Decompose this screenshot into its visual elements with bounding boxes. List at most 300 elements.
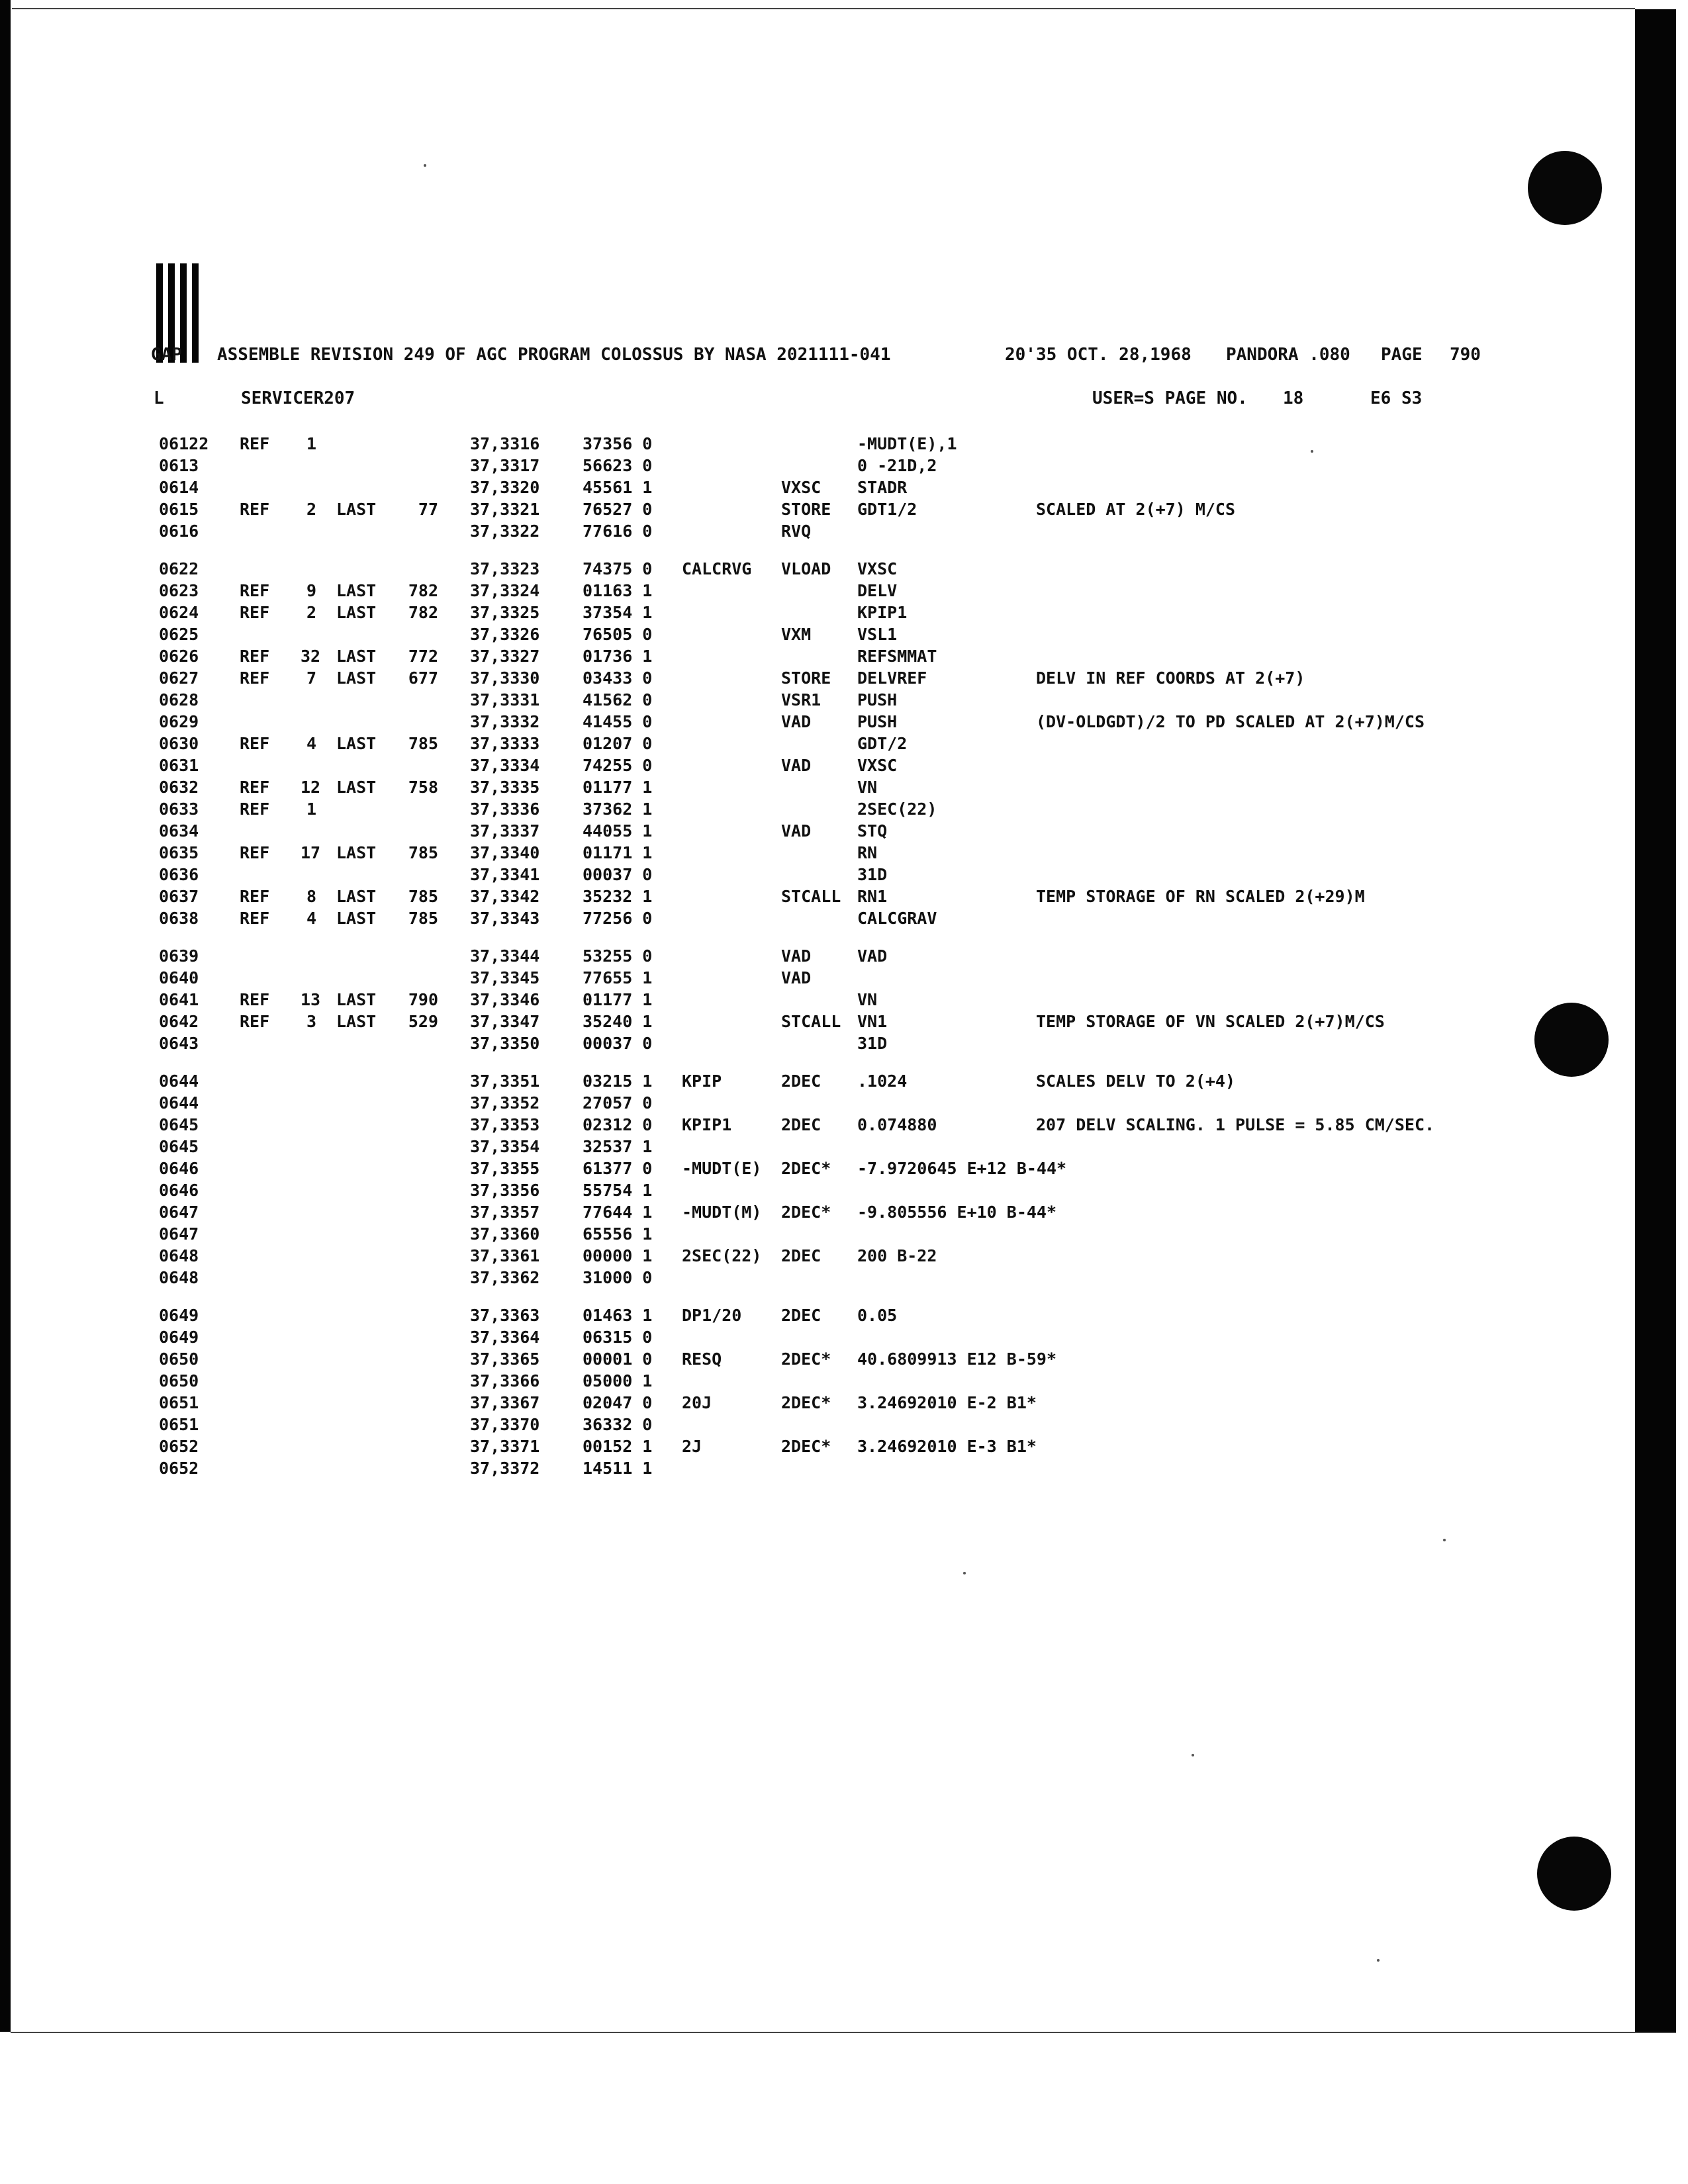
listing-row <box>159 778 1549 797</box>
comment: (DV-OLDGDT)/2 TO PD SCALED AT 2(+7)M/CS <box>1036 712 1425 731</box>
address: 37,3345 <box>470 968 540 987</box>
address: 37,3365 <box>470 1349 540 1369</box>
operand: 2SEC(22) <box>857 799 937 819</box>
ref-count: 2 <box>306 500 316 519</box>
ref-flag: REF <box>240 909 270 928</box>
listing-row <box>159 603 1549 623</box>
listing-row <box>159 500 1549 520</box>
listing-row <box>159 968 1549 988</box>
octal-word: 01177 1 <box>583 778 653 797</box>
operand: .1024 <box>857 1071 908 1091</box>
listing-row <box>159 1437 1549 1457</box>
dust-speck <box>1443 1539 1446 1541</box>
ref-flag: REF <box>240 603 270 622</box>
opcode: 2DEC <box>781 1246 821 1265</box>
listing-row <box>159 1012 1549 1032</box>
address: 37,3325 <box>470 603 540 622</box>
ref-flag: REF <box>240 990 270 1009</box>
listing-row <box>159 821 1549 841</box>
last-flag: LAST <box>336 909 377 928</box>
line-number: 0641 <box>159 990 199 1009</box>
last-page: 785 <box>408 843 438 862</box>
line-number: 0647 <box>159 1203 199 1222</box>
operand: DELVREF <box>857 668 927 688</box>
ref-flag: REF <box>240 500 270 519</box>
ref-count: 17 <box>301 843 321 862</box>
octal-word: 53255 0 <box>583 946 653 966</box>
ref-flag: REF <box>240 734 270 753</box>
line-number: 06122 <box>159 434 209 453</box>
operand: VN1 <box>857 1012 888 1031</box>
octal-word: 55754 1 <box>583 1181 653 1200</box>
ref-count: 4 <box>306 909 316 928</box>
last-page: 790 <box>408 990 438 1009</box>
operand: VXSC <box>857 756 898 775</box>
row2-left: L <box>154 388 164 408</box>
opcode: VAD <box>781 946 812 966</box>
octal-word: 02312 0 <box>583 1115 653 1134</box>
operand: 0 -21D,2 <box>857 456 937 475</box>
octal-word: 77616 0 <box>583 522 653 541</box>
listing-row <box>159 478 1549 498</box>
line-number: 0644 <box>159 1071 199 1091</box>
address: 37,3353 <box>470 1115 540 1134</box>
header-page-number: 790 <box>1450 345 1481 365</box>
opcode: 2DEC* <box>781 1159 831 1178</box>
line-number: 0644 <box>159 1093 199 1113</box>
listing-row <box>159 1371 1549 1391</box>
scan-edge-top <box>12 8 1635 9</box>
location-label: KPIP1 <box>682 1115 732 1134</box>
dust-speck <box>1377 1959 1380 1962</box>
listing-row <box>159 581 1549 601</box>
line-number: 0646 <box>159 1181 199 1200</box>
octal-word: 77644 1 <box>583 1203 653 1222</box>
address: 37,3317 <box>470 456 540 475</box>
octal-word: 00037 0 <box>583 1034 653 1053</box>
opcode: VXM <box>781 625 812 644</box>
line-number: 0647 <box>159 1224 199 1244</box>
octal-word: 74255 0 <box>583 756 653 775</box>
listing-row <box>159 1203 1549 1222</box>
last-page: 782 <box>408 581 438 600</box>
line-number: 0637 <box>159 887 199 906</box>
line-number: 0634 <box>159 821 199 841</box>
ref-flag: REF <box>240 843 270 862</box>
ref-flag: REF <box>240 887 270 906</box>
listing-row <box>159 668 1549 688</box>
opcode: VSR1 <box>781 690 821 709</box>
address: 37,3320 <box>470 478 540 497</box>
listing-row <box>159 1159 1549 1179</box>
line-number: 0642 <box>159 1012 199 1031</box>
operand: 200 B-22 <box>857 1246 937 1265</box>
octal-word: 03433 0 <box>583 668 653 688</box>
octal-word: 01163 1 <box>583 581 653 600</box>
operand: STADR <box>857 478 908 497</box>
operand: 3.24692010 E-2 B1* <box>857 1393 1037 1412</box>
address: 37,3354 <box>470 1137 540 1156</box>
octal-word: 76527 0 <box>583 500 653 519</box>
octal-word: 35240 1 <box>583 1012 653 1031</box>
address: 37,3341 <box>470 865 540 884</box>
opcode: 2DEC* <box>781 1349 831 1369</box>
opcode: 2DEC <box>781 1306 821 1325</box>
location-label: KPIP <box>682 1071 722 1091</box>
ref-count: 9 <box>306 581 316 600</box>
opcode: RVQ <box>781 522 812 541</box>
octal-word: 01177 1 <box>583 990 653 1009</box>
line-number: 0627 <box>159 668 199 688</box>
listing-row <box>159 1115 1549 1135</box>
octal-word: 61377 0 <box>583 1159 653 1178</box>
octal-word: 31000 0 <box>583 1268 653 1287</box>
listing-row <box>159 522 1549 541</box>
address: 37,3351 <box>470 1071 540 1091</box>
address: 37,3360 <box>470 1224 540 1244</box>
listing-row <box>159 712 1549 732</box>
ref-flag: REF <box>240 647 270 666</box>
address: 37,3332 <box>470 712 540 731</box>
octal-word: 02047 0 <box>583 1393 653 1412</box>
last-page: 782 <box>408 603 438 622</box>
operand: STQ <box>857 821 888 841</box>
address: 37,3346 <box>470 990 540 1009</box>
line-number: 0652 <box>159 1437 199 1456</box>
opcode: STCALL <box>781 887 841 906</box>
line-number: 0625 <box>159 625 199 644</box>
last-flag: LAST <box>336 843 377 862</box>
opcode: 2DEC <box>781 1071 821 1091</box>
octal-word: 32537 1 <box>583 1137 653 1156</box>
last-page: 772 <box>408 647 438 666</box>
line-number: 0613 <box>159 456 199 475</box>
line-number: 0646 <box>159 1159 199 1178</box>
address: 37,3347 <box>470 1012 540 1031</box>
address: 37,3336 <box>470 799 540 819</box>
punch-hole-bottom <box>1537 1837 1611 1911</box>
octal-word: 37356 0 <box>583 434 653 453</box>
address: 37,3331 <box>470 690 540 709</box>
listing-row <box>159 1393 1549 1413</box>
line-number: 0645 <box>159 1137 199 1156</box>
last-page: 785 <box>408 887 438 906</box>
dust-speck <box>424 164 426 167</box>
address: 37,3326 <box>470 625 540 644</box>
octal-word: 05000 1 <box>583 1371 653 1390</box>
user-page-label: USER=S PAGE NO. <box>1092 388 1248 408</box>
opcode: VAD <box>781 968 812 987</box>
listing-row <box>159 434 1549 454</box>
address: 37,3323 <box>470 559 540 578</box>
octal-word: 74375 0 <box>583 559 653 578</box>
operand: 0.05 <box>857 1306 898 1325</box>
line-number: 0632 <box>159 778 199 797</box>
octal-word: 45561 1 <box>583 478 653 497</box>
octal-word: 27057 0 <box>583 1093 653 1113</box>
address: 37,3324 <box>470 581 540 600</box>
address: 37,3364 <box>470 1328 540 1347</box>
dust-speck <box>1192 1754 1194 1756</box>
listing-row <box>159 1328 1549 1347</box>
comment: TEMP STORAGE OF RN SCALED 2(+29)M <box>1036 887 1365 906</box>
operand: RN <box>857 843 878 862</box>
header-marker: GAP <box>151 345 182 365</box>
opcode: STCALL <box>781 1012 841 1031</box>
address: 37,3363 <box>470 1306 540 1325</box>
operand: DELV <box>857 581 898 600</box>
octal-word: 00001 0 <box>583 1349 653 1369</box>
address: 37,3343 <box>470 909 540 928</box>
line-number: 0635 <box>159 843 199 862</box>
operand: -MUDT(E),1 <box>857 434 957 453</box>
listing-row <box>159 946 1549 966</box>
octal-word: 77655 1 <box>583 968 653 987</box>
address: 37,3333 <box>470 734 540 753</box>
line-number: 0649 <box>159 1328 199 1347</box>
listing-row <box>159 559 1549 579</box>
address: 37,3350 <box>470 1034 540 1053</box>
line-number: 0648 <box>159 1268 199 1287</box>
last-flag: LAST <box>336 1012 377 1031</box>
ref-flag: REF <box>240 778 270 797</box>
octal-word: 41562 0 <box>583 690 653 709</box>
octal-word: 00037 0 <box>583 865 653 884</box>
ref-flag: REF <box>240 799 270 819</box>
listing-row <box>159 1093 1549 1113</box>
line-number: 0636 <box>159 865 199 884</box>
listing-row <box>159 1071 1549 1091</box>
listing-row <box>159 690 1549 710</box>
line-number: 0633 <box>159 799 199 819</box>
scan-edge-bottom <box>11 2032 1676 2033</box>
listing-row <box>159 456 1549 476</box>
listing-row <box>159 734 1549 754</box>
last-flag: LAST <box>336 734 377 753</box>
listing-row <box>159 1137 1549 1157</box>
address: 37,3355 <box>470 1159 540 1178</box>
header-timestamp: 20'35 OCT. 28,1968 <box>1005 345 1192 365</box>
ref-flag: REF <box>240 581 270 600</box>
listing-row <box>159 1181 1549 1201</box>
listing-row <box>159 647 1549 666</box>
last-page: 529 <box>408 1012 438 1031</box>
address: 37,3344 <box>470 946 540 966</box>
last-page: 77 <box>418 500 438 519</box>
ref-count: 13 <box>301 990 321 1009</box>
ref-count: 1 <box>306 799 316 819</box>
octal-word: 36332 0 <box>583 1415 653 1434</box>
address: 37,3330 <box>470 668 540 688</box>
line-number: 0626 <box>159 647 199 666</box>
address: 37,3342 <box>470 887 540 906</box>
operand: PUSH <box>857 712 898 731</box>
listing-row <box>159 1349 1549 1369</box>
location-label: 2SEC(22) <box>682 1246 762 1265</box>
last-page: 785 <box>408 734 438 753</box>
line-number: 0630 <box>159 734 199 753</box>
octal-word: 44055 1 <box>583 821 653 841</box>
address: 37,3371 <box>470 1437 540 1456</box>
address: 37,3322 <box>470 522 540 541</box>
line-number: 0622 <box>159 559 199 578</box>
address: 37,3362 <box>470 1268 540 1287</box>
listing-row <box>159 887 1549 907</box>
listing-row <box>159 1415 1549 1435</box>
last-flag: LAST <box>336 500 377 519</box>
user-page-number: 18 <box>1283 388 1304 408</box>
line-number: 0640 <box>159 968 199 987</box>
line-number: 0631 <box>159 756 199 775</box>
last-flag: LAST <box>336 990 377 1009</box>
opcode: VAD <box>781 756 812 775</box>
address: 37,3321 <box>470 500 540 519</box>
octal-word: 01171 1 <box>583 843 653 862</box>
e-code: E6 S3 <box>1370 388 1423 408</box>
octal-word: 76505 0 <box>583 625 653 644</box>
ref-flag: REF <box>240 668 270 688</box>
comment: SCALED AT 2(+7) M/CS <box>1036 500 1236 519</box>
octal-word: 00000 1 <box>583 1246 653 1265</box>
line-number: 0649 <box>159 1306 199 1325</box>
address: 37,3361 <box>470 1246 540 1265</box>
line-number: 0629 <box>159 712 199 731</box>
line-number: 0615 <box>159 500 199 519</box>
listing-row <box>159 909 1549 929</box>
octal-word: 01736 1 <box>583 647 653 666</box>
ref-count: 4 <box>306 734 316 753</box>
operand: 3.24692010 E-3 B1* <box>857 1437 1037 1456</box>
opcode: 2DEC* <box>781 1437 831 1456</box>
operand: PUSH <box>857 690 898 709</box>
octal-word: 14511 1 <box>583 1459 653 1478</box>
operand: VAD <box>857 946 888 966</box>
comment: DELV IN REF COORDS AT 2(+7) <box>1036 668 1305 688</box>
last-page: 758 <box>408 778 438 797</box>
header-title: ASSEMBLE REVISION 249 OF AGC PROGRAM COLOSSUS BY NASA 2021111-041 <box>217 345 891 365</box>
operand: GDT/2 <box>857 734 908 753</box>
section-name: SERVICER207 <box>241 388 355 408</box>
last-flag: LAST <box>336 647 377 666</box>
line-number: 0651 <box>159 1415 199 1434</box>
scan-border-right <box>1635 9 1676 2033</box>
octal-word: 01463 1 <box>583 1306 653 1325</box>
last-page: 677 <box>408 668 438 688</box>
operand: VN <box>857 990 878 1009</box>
octal-word: 41455 0 <box>583 712 653 731</box>
line-number: 0614 <box>159 478 199 497</box>
line-number: 0648 <box>159 1246 199 1265</box>
octal-word: 37354 1 <box>583 603 653 622</box>
dust-speck <box>963 1572 966 1574</box>
location-label: -MUDT(E) <box>682 1159 762 1178</box>
last-flag: LAST <box>336 603 377 622</box>
ref-count: 32 <box>301 647 321 666</box>
listing-row <box>159 1034 1549 1054</box>
line-number: 0638 <box>159 909 199 928</box>
opcode: 2DEC* <box>781 1393 831 1412</box>
octal-word: 00152 1 <box>583 1437 653 1456</box>
address: 37,3335 <box>470 778 540 797</box>
last-flag: LAST <box>336 581 377 600</box>
address: 37,3357 <box>470 1203 540 1222</box>
line-number: 0643 <box>159 1034 199 1053</box>
octal-word: 35232 1 <box>583 887 653 906</box>
line-number: 0650 <box>159 1371 199 1390</box>
opcode: 2DEC* <box>781 1203 831 1222</box>
ref-count: 8 <box>306 887 316 906</box>
address: 37,3327 <box>470 647 540 666</box>
ref-count: 1 <box>306 434 316 453</box>
address: 37,3352 <box>470 1093 540 1113</box>
opcode: VXSC <box>781 478 821 497</box>
comment: SCALES DELV TO 2(+4) <box>1036 1071 1236 1091</box>
opcode: VAD <box>781 712 812 731</box>
operand: VSL1 <box>857 625 898 644</box>
listing-row <box>159 865 1549 885</box>
listing-row <box>159 1459 1549 1479</box>
ref-count: 7 <box>306 668 316 688</box>
header-page-label: PAGE <box>1381 345 1423 365</box>
location-label: CALCRVG <box>682 559 752 578</box>
line-number: 0628 <box>159 690 199 709</box>
octal-word: 06315 0 <box>583 1328 653 1347</box>
last-flag: LAST <box>336 778 377 797</box>
operand: KPIP1 <box>857 603 908 622</box>
listing-row <box>159 990 1549 1010</box>
location-label: -MUDT(M) <box>682 1203 762 1222</box>
address: 37,3366 <box>470 1371 540 1390</box>
header-pandora: PANDORA .080 <box>1226 345 1350 365</box>
address: 37,3316 <box>470 434 540 453</box>
listing-row <box>159 625 1549 645</box>
octal-word: 37362 1 <box>583 799 653 819</box>
location-label: 2J <box>682 1437 702 1456</box>
operand: RN1 <box>857 887 888 906</box>
octal-word: 03215 1 <box>583 1071 653 1091</box>
line-number: 0639 <box>159 946 199 966</box>
operand: CALCGRAV <box>857 909 937 928</box>
ref-count: 3 <box>306 1012 316 1031</box>
ref-flag: REF <box>240 434 270 453</box>
ref-count: 2 <box>306 603 316 622</box>
operand: 31D <box>857 865 888 884</box>
operand: VN <box>857 778 878 797</box>
last-flag: LAST <box>336 668 377 688</box>
line-number: 0650 <box>159 1349 199 1369</box>
listing-row <box>159 756 1549 776</box>
address: 37,3372 <box>470 1459 540 1478</box>
comment: 207 DELV SCALING. 1 PULSE = 5.85 CM/SEC. <box>1036 1115 1435 1134</box>
opcode: STORE <box>781 500 831 519</box>
ref-flag: REF <box>240 1012 270 1031</box>
address: 37,3334 <box>470 756 540 775</box>
address: 37,3337 <box>470 821 540 841</box>
line-number: 0651 <box>159 1393 199 1412</box>
listing-row <box>159 843 1549 863</box>
operand: VXSC <box>857 559 898 578</box>
operand: 0.074880 <box>857 1115 937 1134</box>
address: 37,3367 <box>470 1393 540 1412</box>
operand: -7.9720645 E+12 B-44* <box>857 1159 1067 1178</box>
punch-hole-top <box>1528 151 1602 225</box>
octal-word: 01207 0 <box>583 734 653 753</box>
opcode: VLOAD <box>781 559 831 578</box>
comment: TEMP STORAGE OF VN SCALED 2(+7)M/CS <box>1036 1012 1385 1031</box>
operand: -9.805556 E+10 B-44* <box>857 1203 1057 1222</box>
scan-border-left <box>0 0 11 2032</box>
address: 37,3340 <box>470 843 540 862</box>
